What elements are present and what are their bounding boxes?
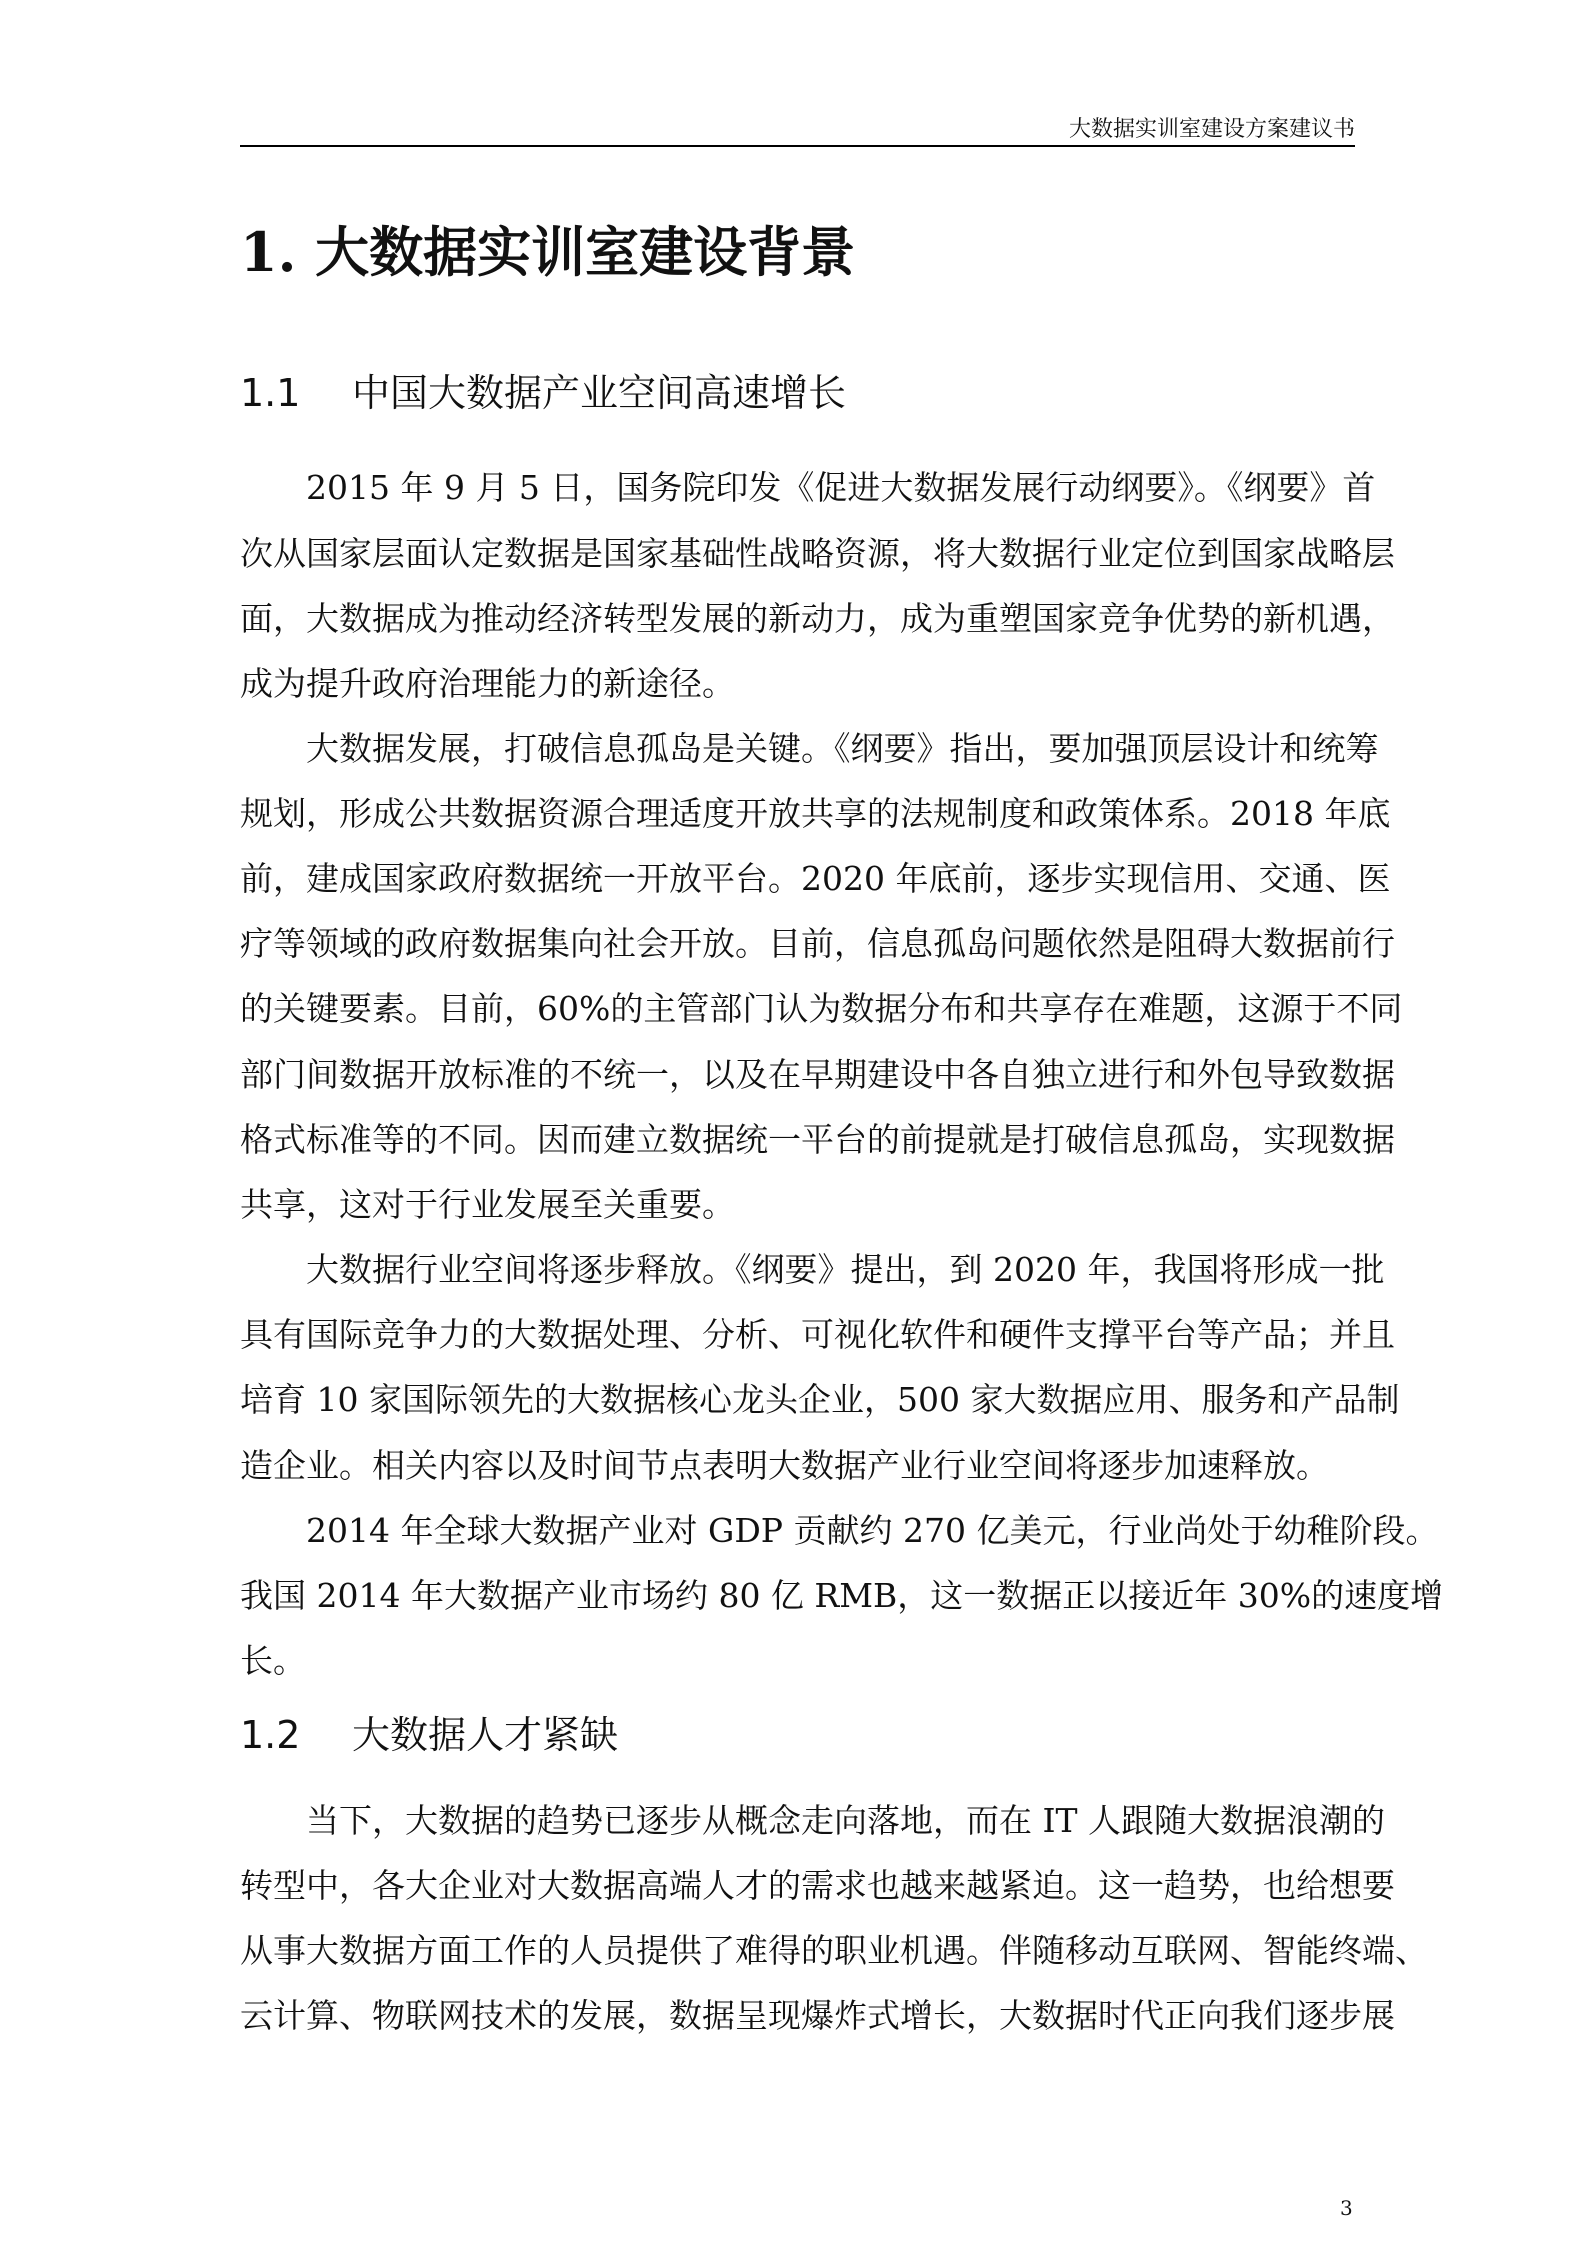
text-line: 2014 年全球大数据产业对 GDP 贡献约 270 亿美元，行业尚处于幼稚阶段。 — [306, 1511, 1439, 1550]
section-heading-1-1 — [240, 362, 846, 417]
text-line: 造企业。相关内容以及时间节点表明大数据产业行业空间将逐步加速释放。 — [240, 1446, 1329, 1485]
text-line: 从事大数据方面工作的人员提供了难得的职业机遇。伴随移动互联网、智能终端、 — [240, 1931, 1428, 1970]
text-line: 大数据发展，打破信息孤岛是关键。《纲要》指出，要加强顶层设计和统筹 — [306, 729, 1379, 768]
text-line: 长。 — [240, 1641, 306, 1680]
text-line: 成为提升政府治理能力的新途径。 — [240, 664, 735, 703]
text-line: 我国 2014 年大数据产业市场约 80 亿 RMB，这一数据正以接近年 30%的速度增 — [240, 1576, 1444, 1615]
text-line: 当下，大数据的趋势已逐步从概念走向落地，而在 IT 人跟随大数据浪潮的 — [306, 1801, 1386, 1840]
text-line: 部门间数据开放标准的不统一，以及在早期建设中各自独立进行和外包导致数据 — [240, 1055, 1395, 1094]
section-number: 1.2 — [240, 1713, 301, 1757]
text-line: 前，建成国家政府数据统一开放平台。2020 年底前，逐步实现信用、交通、医 — [240, 859, 1391, 898]
text-line: 次从国家层面认定数据是国家基础性战略资源，将大数据行业定位到国家战略层 — [240, 534, 1395, 573]
section-number: 1.1 — [240, 371, 301, 415]
section-title: 中国大数据产业空间高速增长 — [352, 371, 847, 415]
text-line: 大数据行业空间将逐步释放。《纲要》提出，到 2020 年，我国将形成一批 — [306, 1250, 1385, 1289]
text-line: 疗等领域的政府数据集向社会开放。目前，信息孤岛问题依然是阻碍大数据前行 — [240, 924, 1395, 963]
header-rule — [240, 145, 1355, 147]
text-line: 具有国际竞争力的大数据处理、分析、可视化软件和硬件支撑平台等产品；并且 — [240, 1315, 1395, 1354]
text-line: 转型中，各大企业对大数据高端人才的需求也越来越紧迫。这一趋势，也给想要 — [240, 1866, 1395, 1905]
running-header: 大数据实训室建设方案建议书 — [1068, 117, 1355, 142]
text-line: 培育 10 家国际领先的大数据核心龙头企业，500 家大数据应用、服务和产品制 — [240, 1380, 1400, 1419]
text-line: 共享，这对于行业发展至关重要。 — [240, 1185, 735, 1224]
text-line: 云计算、物联网技术的发展，数据呈现爆炸式增长，大数据时代正向我们逐步展 — [240, 1996, 1395, 2035]
chapter-title: 1. 大数据实训室建设背景 — [240, 220, 856, 284]
text-line: 面，大数据成为推动经济转型发展的新动力，成为重塑国家竞争优势的新机遇， — [240, 599, 1395, 638]
text-line: 格式标准等的不同。因而建立数据统一平台的前提就是打破信息孤岛，实现数据 — [240, 1120, 1395, 1159]
text-line: 规划，形成公共数据资源合理适度开放共享的法规制度和政策体系。2018 年底 — [240, 794, 1391, 833]
text-line: 的关键要素。目前，60%的主管部门认为数据分布和共享存在难题，这源于不同 — [240, 989, 1403, 1028]
text-line: 2015 年 9 月 5 日，国务院印发《促进大数据发展行动纲要》。《纲要》首 — [306, 468, 1376, 507]
section-title: 大数据人才紧缺 — [352, 1713, 619, 1757]
section-heading-1-2 — [240, 1704, 618, 1759]
page-number: 3 — [1340, 2196, 1353, 2220]
